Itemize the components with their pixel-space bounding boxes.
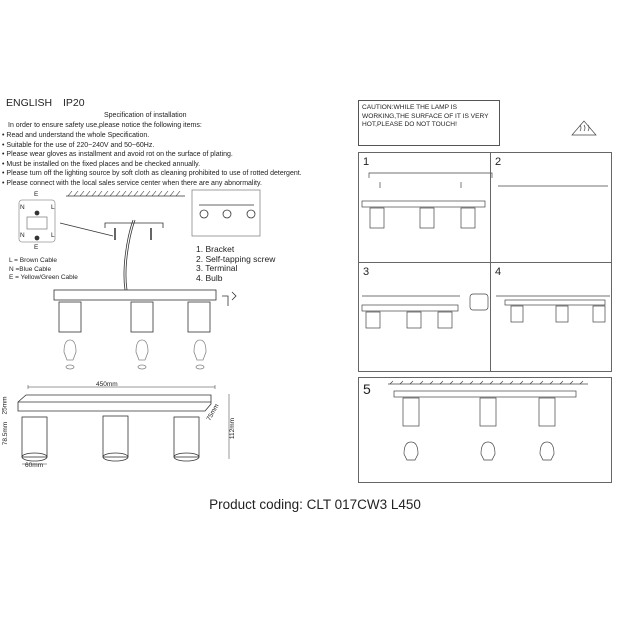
part-item: 1. Bracket	[196, 244, 235, 254]
dim-shade-diameter: 60mm	[25, 462, 44, 469]
step-number: 4	[495, 266, 502, 278]
terminal-l-top: L	[51, 204, 55, 211]
terminal-l-bottom: L	[51, 232, 55, 239]
step-3-panel	[358, 262, 491, 372]
step-1-panel	[358, 152, 491, 263]
spec-item: • Read and understand the whole Specification.	[2, 132, 150, 139]
terminal-n-top: N	[20, 204, 25, 211]
step-5-panel	[358, 377, 612, 483]
dim-bar-height: 25mm	[1, 396, 9, 415]
parts-list	[196, 245, 275, 283]
step-number: 3	[363, 266, 370, 278]
spec-item: • Must be installed on the fixed places and be checked annually.	[2, 160, 201, 168]
wiring-item: N =Blue Cable	[9, 265, 52, 273]
dim-total-height: 112mm	[229, 417, 237, 440]
step-number: 5	[363, 381, 371, 397]
step-number: 2	[495, 156, 502, 168]
step-number: 1	[363, 156, 370, 168]
terminal-e-bottom: E	[34, 244, 39, 251]
spec-item: • Suitable for the use of 220~240V and 50~60Hz.	[2, 141, 155, 149]
part-item: 2. Self-tapping screw	[196, 253, 276, 264]
spec-intro: In order to ensure safety use,please notice the following items:	[8, 122, 202, 129]
dim-width: 75mm	[205, 402, 221, 423]
spec-title: Specification of installation	[104, 112, 187, 119]
part-item: 4. Bulb	[196, 272, 223, 283]
spec-item: • Please connect with the local sales service center when there are any abnormality.	[2, 179, 262, 187]
spec-item: • Please wear gloves as installment and avoid rot on the surface of plating.	[2, 151, 233, 159]
caution-text: CAUTION:WHILE THE LAMP IS WORKING,THE SURFACE OF IT IS VERY HOT,PLEASE DO NOT TOUCH!	[362, 104, 489, 129]
language-label: ENGLISH	[6, 97, 53, 109]
spec-item: • Please turn off the lighting source by soft cloth as cleaning prohibited to use of rotted detergent.	[2, 170, 302, 178]
product-coding: Product coding: CLT 017CW3 L450	[209, 497, 421, 512]
part-item: 3. Terminal	[196, 263, 238, 273]
terminal-e-top: E	[34, 191, 39, 198]
caution-box	[358, 100, 500, 146]
dim-shade-height: 78.5mm	[2, 421, 10, 446]
step-4-panel	[490, 262, 612, 372]
ip-rating: IP20	[63, 97, 85, 109]
wiring-item: L = Brown Cable	[9, 257, 57, 264]
terminal-n-bottom: N	[20, 232, 25, 239]
dim-length: 450mm	[96, 381, 118, 388]
step-2-panel	[490, 152, 612, 263]
wiring-legend	[9, 257, 78, 283]
wiring-item: E = Yellow/Green Cable	[9, 274, 78, 281]
